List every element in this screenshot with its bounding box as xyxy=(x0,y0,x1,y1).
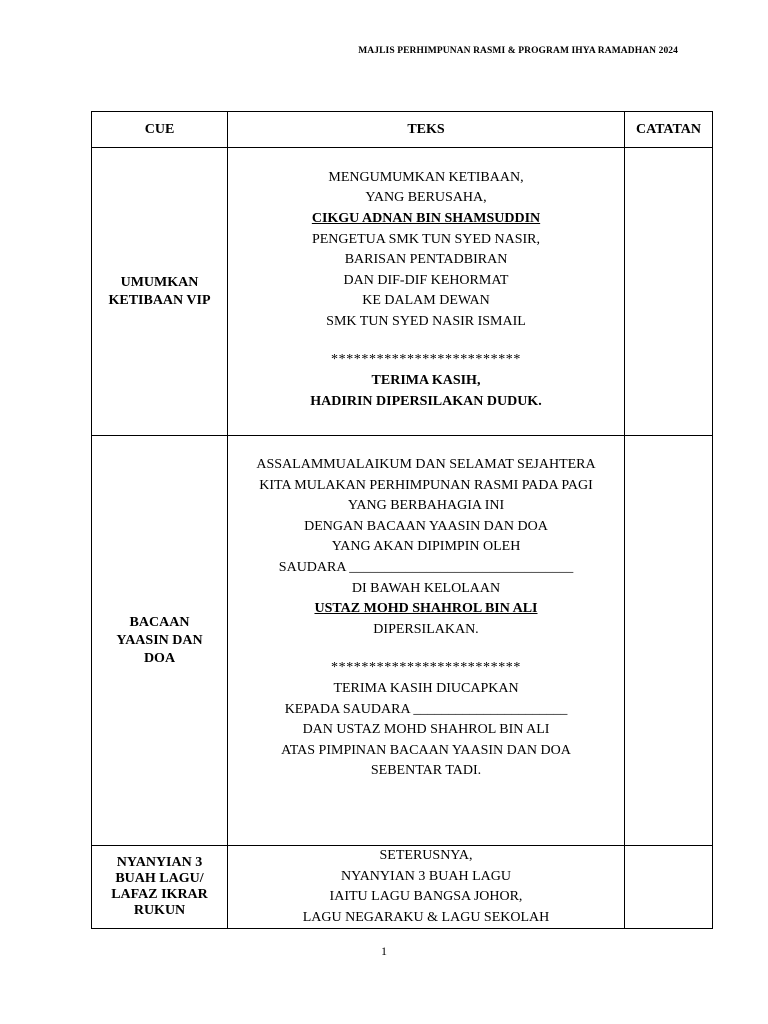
teks-line: SMK TUN SYED NASIR ISMAIL xyxy=(326,313,526,329)
teks-line: DAN USTAZ MOHD SHAHROL BIN ALI xyxy=(302,722,550,738)
teks-cell xyxy=(228,846,625,929)
teks-line-blank: SAUDARA ________________________________ xyxy=(278,559,574,575)
table-header-row xyxy=(92,112,713,148)
teks-line: DIPERSILAKAN. xyxy=(373,621,479,637)
page-number: 1 xyxy=(381,944,387,958)
teks-line: YANG AKAN DIPIMPIN OLEH xyxy=(331,539,521,555)
catatan-cell xyxy=(625,846,713,929)
teks-line: TERIMA KASIH, xyxy=(371,373,481,389)
table-row xyxy=(92,436,713,846)
cue-line: DOA xyxy=(143,650,176,666)
table-row xyxy=(92,148,713,436)
cue-line: LAFAZ IKRAR xyxy=(111,887,208,903)
teks-line-blank: KEPADA SAUDARA ______________________ xyxy=(284,701,568,717)
column-header-catatan: CATATAN xyxy=(625,112,713,148)
cue-cell xyxy=(92,846,228,929)
teks-line: PENGETUA SMK TUN SYED NASIR, xyxy=(311,231,541,247)
teks-line: SETERUSNYA, xyxy=(379,848,473,863)
cue-cell xyxy=(92,436,228,846)
teks-line: LAGU NEGARAKU & LAGU SEKOLAH xyxy=(302,909,550,925)
teks-line: MENGUMUMKAN KETIBAAN, xyxy=(328,169,524,185)
cue-line: RUKUN xyxy=(133,903,186,919)
program-script-table xyxy=(91,111,713,929)
cue-line: BUAH LAGU/ xyxy=(115,871,204,887)
teks-line: KE DALAM DEWAN xyxy=(362,293,490,309)
cue-line: BACAAN xyxy=(129,614,190,630)
column-header-teks: TEKS xyxy=(228,112,625,148)
column-header-cue: CUE xyxy=(92,112,228,148)
teks-line: IAITU LAGU BANGSA JOHOR, xyxy=(329,889,523,905)
teks-line: HADIRIN DIPERSILAKAN DUDUK. xyxy=(310,393,542,409)
cue-line: UMUMKAN xyxy=(120,274,199,290)
teks-cell xyxy=(228,436,625,846)
teks-line: DAN DIF-DIF KEHORMAT xyxy=(343,272,509,288)
teks-line: ATAS PIMPINAN BACAAN YAASIN DAN DOA xyxy=(281,742,571,758)
teks-line: SEBENTAR TADI. xyxy=(370,763,482,779)
cue-cell xyxy=(92,148,228,436)
teks-line: DI BAWAH KELOLAAN xyxy=(351,580,501,596)
teks-line-name: CIKGU ADNAN BIN SHAMSUDDIN xyxy=(311,210,541,226)
teks-line: DENGAN BACAAN YAASIN DAN DOA xyxy=(304,518,548,534)
teks-line: TERIMA KASIH DIUCAPKAN xyxy=(333,680,519,696)
teks-line: KITA MULAKAN PERHIMPUNAN RASMI PADA PAGI xyxy=(259,477,593,493)
catatan-cell xyxy=(625,148,713,436)
teks-line: ASSALAMMUALAIKUM DAN SELAMAT SEJAHTERA xyxy=(256,457,596,472)
teks-line: BARISAN PENTADBIRAN xyxy=(344,252,508,268)
cue-line: KETIBAAN VIP xyxy=(108,292,211,308)
teks-line: YANG BERUSAHA, xyxy=(365,190,487,206)
catatan-cell xyxy=(625,436,713,846)
separator-stars: ************************* xyxy=(331,352,521,368)
document-header: MAJLIS PERHIMPUNAN RASMI & PROGRAM IHYA RAMADHAN 2024 xyxy=(358,46,678,56)
table-row xyxy=(92,846,713,929)
teks-cell xyxy=(228,148,625,436)
teks-line: NYANYIAN 3 BUAH LAGU xyxy=(341,868,511,884)
separator-stars: ************************* xyxy=(331,660,521,676)
teks-line: YANG BERBAHAGIA INI xyxy=(347,498,505,514)
cue-line: YAASIN DAN xyxy=(116,632,203,648)
cue-line: NYANYIAN 3 xyxy=(116,855,203,871)
teks-line-name: USTAZ MOHD SHAHROL BIN ALI xyxy=(314,601,538,617)
